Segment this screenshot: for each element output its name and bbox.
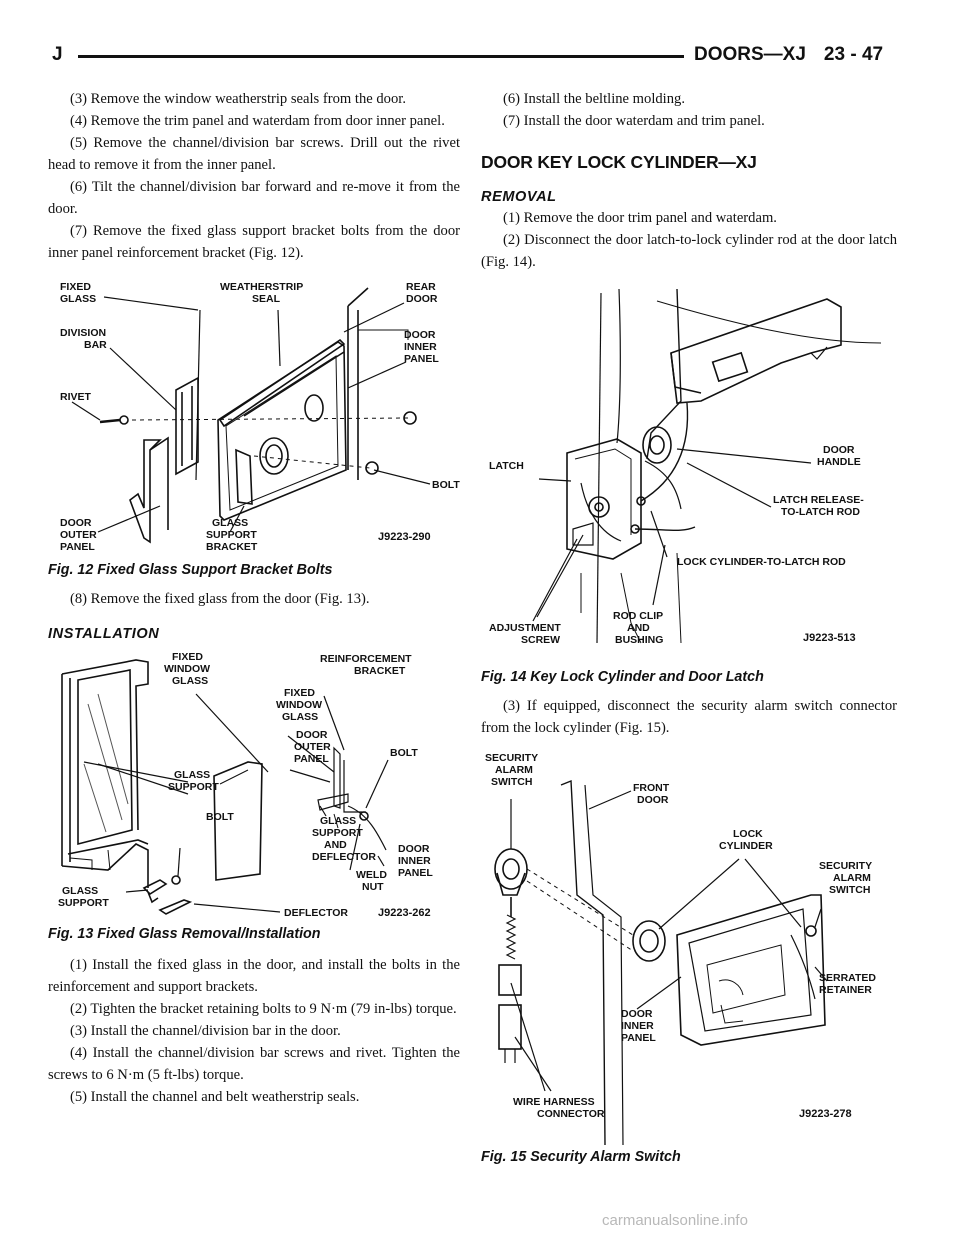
step-text: (3) Install the channel/division bar in the door. bbox=[70, 1023, 341, 1039]
figure-caption: Fig. 12 Fixed Glass Support Bracket Bolts bbox=[48, 562, 333, 578]
label-serrated-retainer: RETAINER bbox=[819, 984, 872, 996]
label-fixed-glass: FIXED bbox=[60, 281, 91, 293]
label-door-inner-panel: DOOR bbox=[404, 329, 436, 341]
figure-13 bbox=[48, 644, 460, 942]
label-wire-harness-connector: CONNECTOR bbox=[537, 1108, 605, 1120]
label-security-alarm-switch: ALARM bbox=[495, 764, 533, 776]
figure-13-illustration bbox=[48, 644, 460, 926]
label-door-outer-panel: PANEL bbox=[60, 541, 95, 553]
figure-14-illustration bbox=[481, 283, 897, 669]
step-text: (7) Remove the fixed glass support bracket bolts from the door inner panel reinforcement bracket (Fig. 12). bbox=[48, 223, 460, 261]
label-serrated-retainer: SERRATED bbox=[819, 972, 876, 984]
label-fixed-window-glass: FIXED bbox=[284, 687, 315, 699]
label-door-inner-panel: PANEL bbox=[398, 867, 433, 879]
label-weatherstrip-seal: SEAL bbox=[252, 293, 281, 305]
figure-12-illustration bbox=[48, 270, 460, 562]
step-text: (3) Remove the window weatherstrip seals from the door. bbox=[70, 91, 406, 107]
header-right bbox=[694, 44, 883, 66]
step-text: (5) Remove the channel/division bar screws. Drill out the rivet head to remove it from the inner panel. bbox=[48, 135, 460, 173]
figure-caption: Fig. 15 Security Alarm Switch bbox=[481, 1149, 681, 1165]
label-division-bar: DIVISION bbox=[60, 327, 107, 339]
step-text: (1) Install the fixed glass in the door, and install the bolts in the reinforcement and support brackets. bbox=[48, 957, 460, 995]
section-heading: DOOR KEY LOCK CYLINDER—XJ bbox=[481, 152, 757, 172]
label-glass-support-deflector: GLASS bbox=[320, 815, 357, 827]
label-glass-support-deflector: SUPPORT bbox=[312, 827, 363, 839]
label-glass-support-bracket: GLASS bbox=[212, 517, 249, 529]
label-bolt: BOLT bbox=[432, 479, 460, 491]
label-door-outer-panel: PANEL bbox=[294, 753, 329, 765]
step-text: (2) Disconnect the door latch-to-lock cylinder rod at the door latch (Fig. 14). bbox=[481, 232, 897, 270]
label-latch-release-rod: LATCH RELEASE- bbox=[773, 494, 864, 506]
label-fixed-window-glass: GLASS bbox=[172, 675, 209, 687]
label-fixed-window-glass: WINDOW bbox=[276, 699, 323, 711]
label-fixed-window-glass: WINDOW bbox=[164, 663, 211, 675]
label-adjustment-screw: SCREW bbox=[521, 634, 561, 646]
label-reinforcement-bracket: REINFORCEMENT bbox=[320, 653, 412, 665]
figure-code: J9223-262 bbox=[378, 907, 431, 919]
figure-12 bbox=[48, 270, 460, 578]
label-glass-support-bracket: BRACKET bbox=[206, 541, 258, 553]
label-door-inner-panel: PANEL bbox=[621, 1032, 656, 1044]
label-door-inner-panel: DOOR bbox=[621, 1008, 653, 1020]
label-weatherstrip-seal: WEATHERSTRIP bbox=[220, 281, 304, 293]
label-door-outer-panel: DOOR bbox=[296, 729, 328, 741]
header-section: DOORS—XJ bbox=[694, 44, 806, 65]
label-security-alarm-switch: SECURITY bbox=[819, 860, 873, 872]
label-security-alarm-switch: ALARM bbox=[833, 872, 871, 884]
header-letter: J bbox=[52, 44, 63, 65]
label-glass-support-deflector: DEFLECTOR bbox=[312, 851, 376, 863]
left-column bbox=[48, 88, 460, 1108]
label-wire-harness-connector: WIRE HARNESS bbox=[513, 1096, 595, 1108]
figure-15 bbox=[481, 745, 897, 1165]
label-rod-clip-bushing: AND bbox=[627, 622, 650, 634]
label-security-alarm-switch: SWITCH bbox=[829, 884, 871, 896]
removal-heading: REMOVAL bbox=[481, 189, 557, 205]
label-division-bar: BAR bbox=[84, 339, 107, 351]
label-rod-clip-bushing: BUSHING bbox=[615, 634, 664, 646]
step-text: (6) Tilt the channel/division bar forward and re-move it from the door. bbox=[48, 179, 460, 217]
label-front-door: FRONT bbox=[633, 782, 670, 794]
label-fixed-window-glass: GLASS bbox=[282, 711, 319, 723]
figure-14 bbox=[481, 283, 897, 685]
step-text: (4) Install the channel/division bar screws and rivet. Tighten the screws to 6 N·m (5 ft-lbs) torque. bbox=[48, 1045, 460, 1083]
label-rear-door: DOOR bbox=[406, 293, 438, 305]
figure-caption: Fig. 14 Key Lock Cylinder and Door Latch bbox=[481, 669, 764, 685]
step-text: (1) Remove the door trim panel and waterdam. bbox=[503, 210, 777, 226]
step-text: (7) Install the door waterdam and trim panel. bbox=[503, 113, 765, 129]
label-rear-door: REAR bbox=[406, 281, 436, 293]
label-fixed-glass: GLASS bbox=[60, 293, 97, 305]
label-bolt: BOLT bbox=[390, 747, 418, 759]
label-door-inner-panel: DOOR bbox=[398, 843, 430, 855]
label-door-outer-panel: DOOR bbox=[60, 517, 92, 529]
label-latch-release-rod: TO-LATCH ROD bbox=[781, 506, 860, 518]
label-glass-support: SUPPORT bbox=[58, 897, 109, 909]
label-door-inner-panel: PANEL bbox=[404, 353, 439, 365]
step-text: (4) Remove the trim panel and waterdam from door inner panel. bbox=[70, 113, 445, 129]
label-glass-support-deflector: AND bbox=[324, 839, 347, 851]
label-bolt: BOLT bbox=[206, 811, 234, 823]
page-number: 23 - 47 bbox=[823, 44, 884, 65]
step-text: (2) Tighten the bracket retaining bolts to 9 N·m (79 in-lbs) torque. bbox=[70, 1001, 457, 1017]
label-adjustment-screw: ADJUSTMENT bbox=[489, 622, 561, 634]
label-door-handle: HANDLE bbox=[817, 456, 861, 468]
label-security-alarm-switch: SWITCH bbox=[491, 776, 533, 788]
label-rod-clip-bushing: ROD CLIP bbox=[613, 610, 664, 622]
installation-heading: INSTALLATION bbox=[48, 626, 160, 642]
label-front-door: DOOR bbox=[637, 794, 669, 806]
label-weld-nut: NUT bbox=[362, 881, 384, 893]
right-column bbox=[481, 88, 897, 1165]
step-text: (3) If equipped, disconnect the security alarm switch connector from the lock cylinder (Fig. 15). bbox=[481, 698, 897, 736]
step-text: (5) Install the channel and belt weatherstrip seals. bbox=[70, 1089, 360, 1105]
label-lock-cylinder-rod: LOCK CYLINDER-TO-LATCH ROD bbox=[677, 556, 846, 568]
label-door-outer-panel: OUTER bbox=[60, 529, 97, 541]
figure-code: J9223-290 bbox=[378, 531, 431, 543]
figure-caption: Fig. 13 Fixed Glass Removal/Installation bbox=[48, 926, 321, 942]
step-text: (6) Install the beltline molding. bbox=[503, 91, 685, 107]
label-security-alarm-switch: SECURITY bbox=[485, 752, 539, 764]
label-glass-support: SUPPORT bbox=[168, 781, 219, 793]
figure-code: J9223-513 bbox=[803, 632, 856, 644]
label-door-inner-panel: INNER bbox=[621, 1020, 654, 1032]
label-reinforcement-bracket: BRACKET bbox=[354, 665, 406, 677]
header-rule bbox=[78, 55, 684, 58]
label-lock-cylinder: LOCK bbox=[733, 828, 763, 840]
label-lock-cylinder: CYLINDER bbox=[719, 840, 773, 852]
figure-15-illustration bbox=[481, 745, 897, 1149]
label-door-inner-panel: INNER bbox=[398, 855, 431, 867]
label-fixed-window-glass: FIXED bbox=[172, 651, 203, 663]
watermark: carmanualsonline.info bbox=[602, 1212, 748, 1229]
label-door-outer-panel: OUTER bbox=[294, 741, 331, 753]
label-glass-support: GLASS bbox=[62, 885, 99, 897]
label-deflector: DEFLECTOR bbox=[284, 907, 348, 919]
step-text: (8) Remove the fixed glass from the door (Fig. 13). bbox=[70, 591, 370, 607]
figure-code: J9223-278 bbox=[799, 1108, 852, 1120]
label-glass-support-bracket: SUPPORT bbox=[206, 529, 257, 541]
label-latch: LATCH bbox=[489, 460, 524, 472]
label-door-inner-panel: INNER bbox=[404, 341, 437, 353]
label-weld-nut: WELD bbox=[356, 869, 387, 881]
label-glass-support: GLASS bbox=[174, 769, 211, 781]
label-rivet: RIVET bbox=[60, 391, 91, 403]
label-door-handle: DOOR bbox=[823, 444, 855, 456]
